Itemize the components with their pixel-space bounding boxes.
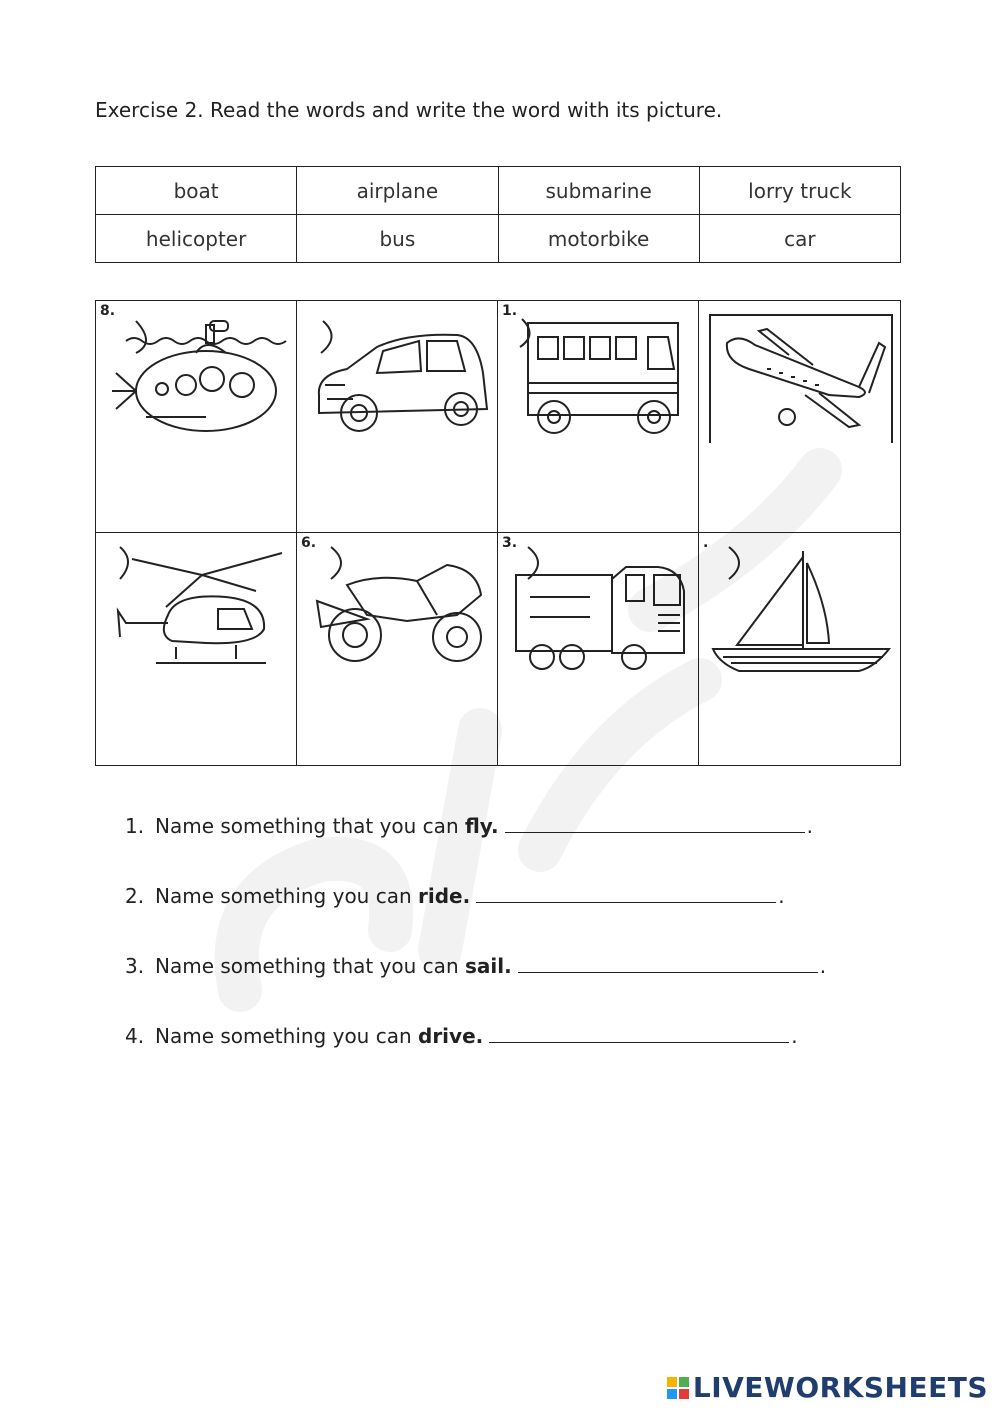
motorbike-icon [307, 545, 493, 675]
picture-cell-submarine[interactable] [96, 301, 297, 533]
word-bank-cell: car [699, 215, 900, 263]
question-keyword: ride. [418, 884, 471, 908]
question-item [125, 880, 826, 950]
answer-blank[interactable] [505, 810, 805, 833]
question-list [125, 810, 826, 1090]
word-bank-cell: motorbike [498, 215, 699, 263]
brand-name: LIVEWORKSHEETS [692, 1371, 988, 1404]
picture-grid [95, 300, 901, 766]
airplane-icon [709, 313, 895, 443]
liveworksheets-logo [667, 1371, 988, 1404]
answer-blank[interactable] [476, 880, 776, 903]
picture-number: 8. [100, 303, 116, 319]
question-keyword: drive. [418, 1024, 484, 1048]
exercise-title: Exercise 2. Read the words and write the word with its picture. [95, 98, 723, 122]
picture-number: 6. [301, 535, 317, 551]
picture-cell-car[interactable] [297, 301, 498, 533]
liveworksheets-mark-icon [667, 1377, 689, 1399]
question-text: Name something you can [155, 884, 418, 908]
question-end: . [791, 1024, 798, 1048]
question-number: 1. [125, 814, 145, 838]
answer-blank[interactable] [518, 950, 818, 973]
word-bank-cell: boat [96, 167, 297, 215]
question-end: . [778, 884, 785, 908]
question-number: 2. [125, 884, 145, 908]
picture-cell-motorbike[interactable] [297, 533, 498, 765]
question-keyword: sail. [464, 954, 512, 978]
word-bank-cell: bus [297, 215, 498, 263]
picture-cell-helicopter[interactable] [96, 533, 297, 765]
word-bank-table [95, 166, 901, 263]
picture-cell-airplane[interactable] [699, 301, 900, 533]
answer-blank[interactable] [489, 1020, 789, 1043]
picture-number: 1. [502, 303, 518, 319]
question-number: 3. [125, 954, 145, 978]
question-end: . [819, 954, 827, 978]
word-bank-cell: airplane [297, 167, 498, 215]
lorry-truck-icon [508, 545, 694, 675]
picture-cell-lorry-truck[interactable] [498, 533, 699, 765]
question-text: Name something you can [155, 1024, 418, 1048]
picture-cell-boat[interactable] [699, 533, 900, 765]
submarine-icon [106, 313, 292, 443]
helicopter-icon [106, 545, 292, 675]
question-item [125, 810, 826, 880]
question-text: Name something that you can [155, 954, 465, 978]
question-item [125, 1020, 826, 1090]
picture-number: 3. [502, 535, 518, 551]
word-bank-cell: lorry truck [699, 167, 900, 215]
bus-icon [508, 313, 694, 443]
question-keyword: fly. [464, 814, 499, 838]
question-text: Name something that you can [155, 814, 465, 838]
question-end: . [806, 814, 813, 838]
car-icon [307, 313, 493, 443]
question-number: 4. [125, 1024, 145, 1048]
word-bank-row [96, 167, 901, 215]
sailboat-icon [709, 545, 895, 675]
word-bank-cell: submarine [498, 167, 699, 215]
word-bank-cell: helicopter [96, 215, 297, 263]
question-item [125, 950, 826, 1020]
picture-cell-bus[interactable] [498, 301, 699, 533]
word-bank-row [96, 215, 901, 263]
picture-number: . [703, 535, 709, 551]
